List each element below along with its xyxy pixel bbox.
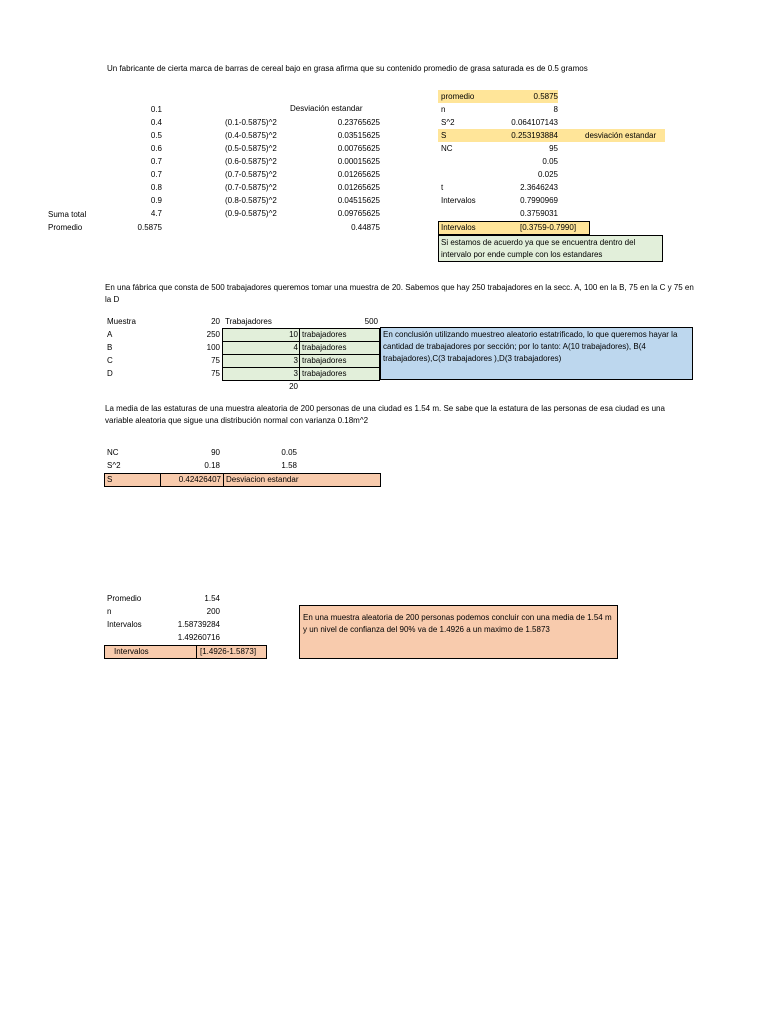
table-row-value: 0.7 — [150, 157, 162, 166]
n-value: 200 — [206, 607, 220, 616]
strata-row-divider — [299, 354, 300, 368]
s-label: S — [107, 475, 113, 484]
strata-sample: 3 — [293, 369, 298, 378]
strata-unit: trabajadores — [302, 356, 347, 365]
suma-total-label: Suma total — [48, 210, 87, 219]
int-lower: 1.49260716 — [177, 633, 220, 642]
int-upper: 1.58739284 — [177, 620, 220, 629]
stat-label: S^2 — [441, 118, 455, 127]
table-row-result: 0.04515625 — [337, 196, 380, 205]
table-row-value: 0.7 — [150, 170, 162, 179]
s2-label: S^2 — [107, 461, 121, 470]
strata-section: C — [107, 356, 113, 365]
stat-label: S — [441, 131, 447, 140]
stat-value: 0.253193884 — [511, 131, 558, 140]
table-row-expression: (0.6-0.5875)^2 — [225, 157, 277, 166]
int-row-divider — [196, 645, 197, 659]
p2-conclusion: En conclusión utilizando muestreo aleatorio estatrificado, lo que queremos hayar la cantidad de trabajadores por sección; por lo tanto: A(10 trabajadores), B(4 trabajadores),C(3 trabajadores ),D(3 trabajadores) — [380, 327, 693, 380]
stat-label: Intervalos — [441, 196, 476, 205]
int-label: Intervalos — [107, 620, 142, 629]
s2-value: 0.18 — [204, 461, 220, 470]
table-row-result: 0.03515625 — [337, 131, 380, 140]
stat-value: 0.7990969 — [520, 196, 558, 205]
s-note: Desviacion estandar — [226, 475, 299, 484]
problem3-statement: La media de las estaturas de una muestra aleatoria de 200 personas de una ciudad es 1.54 m. Se sabe que la estatura de las personas de esa ciudad es una variable aleatoria que sigue una distribución normal con varianza 0.18m^2 — [105, 404, 665, 425]
strata-unit: trabajadores — [302, 343, 347, 352]
p3-conclusion: En una muestra aleatoria de 200 personas podemos concluir con una media de 1.54 m y un nivel de confianza del 90% va de 1.4926 a un maximo de 1.5873 — [299, 605, 618, 659]
table-row-value: 4.7 — [150, 209, 162, 218]
promedio-result: 0.44875 — [351, 223, 380, 232]
table-row-expression: (0.4-0.5875)^2 — [225, 131, 277, 140]
strata-row — [222, 328, 380, 342]
table-row-value: 0.8 — [150, 183, 162, 192]
table-row-expression: (0.7-0.5875)^2 — [225, 170, 277, 179]
int-box-label: Intervalos — [114, 647, 149, 656]
problem2-statement: En una fábrica que consta de 500 trabajadores queremos tomar una muestra de 20. Sabemos que hay 250 trabajadores en la secc. A, 100 en la B, 75 en la C y 75 en la D — [105, 283, 694, 304]
s-value: 0.42426407 — [178, 475, 221, 484]
strata-row — [222, 354, 380, 368]
prom-label: Promedio — [107, 594, 142, 603]
int-box-value: [1.4926-1.5873] — [200, 647, 257, 656]
table-row-value: 0.1 — [150, 105, 162, 114]
p1-conclusion: Si estamos de acuerdo ya que se encuentra dentro del intervalo por ende cumple con los estandares — [438, 235, 663, 262]
strata-sample: 10 — [289, 330, 298, 339]
muestra-label: Muestra — [107, 317, 136, 326]
promedio-value: 0.5875 — [137, 223, 162, 232]
strata-row-divider — [299, 367, 300, 381]
nc-value: 90 — [211, 448, 220, 457]
stat-value: 8 — [553, 105, 558, 114]
strata-sample: 3 — [293, 356, 298, 365]
trabajadores-header: Trabajadores — [225, 317, 272, 326]
table-row-expression: (0.7-0.5875)^2 — [225, 183, 277, 192]
stat-label: t — [441, 183, 444, 192]
strata-count: 75 — [211, 369, 220, 378]
interval-value: [0.3759-0.7990] — [520, 223, 577, 232]
prom-value: 1.54 — [204, 594, 220, 603]
stat-value: 0.05 — [542, 157, 558, 166]
strata-row — [222, 341, 380, 355]
stat-value: 0.5875 — [533, 92, 558, 101]
muestra-value: 20 — [211, 317, 220, 326]
stat-note: desviación estandar — [585, 131, 657, 140]
strata-unit: trabajadores — [302, 369, 347, 378]
stat-label: n — [441, 105, 446, 114]
strata-section: B — [107, 343, 113, 352]
table-row-expression: (0.9-0.5875)^2 — [225, 209, 277, 218]
table-row-result: 0.01265625 — [337, 183, 380, 192]
table-row-expression: (0.1-0.5875)^2 — [225, 118, 277, 127]
desv-header: Desviación estandar — [290, 104, 363, 113]
z-value: 1.58 — [281, 461, 297, 470]
stat-label: NC — [441, 144, 453, 153]
table-row-value: 0.9 — [150, 196, 162, 205]
stat-value: 0.064107143 — [511, 118, 558, 127]
table-row-result: 0.00765625 — [337, 144, 380, 153]
table-row-value: 0.5 — [150, 131, 162, 140]
trabajadores-total: 500 — [364, 317, 378, 326]
table-row-expression: (0.5-0.5875)^2 — [225, 144, 277, 153]
strata-row-divider — [299, 328, 300, 342]
strata-row-divider — [299, 341, 300, 355]
table-row-result: 0.01265625 — [337, 170, 380, 179]
strata-count: 75 — [211, 356, 220, 365]
promedio-label: Promedio — [48, 223, 83, 232]
stat-value: 95 — [549, 144, 558, 153]
strata-section: A — [107, 330, 113, 339]
interval-label: Intervalos — [441, 223, 476, 232]
strata-section: D — [107, 369, 113, 378]
strata-count: 250 — [206, 330, 220, 339]
table-row-result: 0.23765625 — [337, 118, 380, 127]
strata-unit: trabajadores — [302, 330, 347, 339]
stat-value: 2.3646243 — [520, 183, 558, 192]
table-row-result: 0.09765625 — [337, 209, 380, 218]
table-row-value: 0.6 — [150, 144, 162, 153]
table-row-expression: (0.8-0.5875)^2 — [225, 196, 277, 205]
strata-sum: 20 — [289, 382, 298, 391]
strata-row — [222, 367, 380, 381]
nc-alpha: 0.05 — [281, 448, 297, 457]
nc-label: NC — [107, 448, 119, 457]
n-label: n — [107, 607, 112, 616]
stat-label: promedio — [441, 92, 475, 101]
s-row-divider — [223, 473, 224, 487]
table-row-result: 0.00015625 — [337, 157, 380, 166]
strata-count: 100 — [206, 343, 220, 352]
s-row-divider — [160, 473, 161, 487]
stat-value: 0.025 — [537, 170, 558, 179]
problem1-statement: Un fabricante de cierta marca de barras de cereal bajo en grasa afirma que su contenido promedio de grasa saturada es de 0.5 gramos — [107, 64, 588, 73]
strata-sample: 4 — [293, 343, 298, 352]
stat-value: 0.3759031 — [520, 209, 558, 218]
table-row-value: 0.4 — [150, 118, 162, 127]
